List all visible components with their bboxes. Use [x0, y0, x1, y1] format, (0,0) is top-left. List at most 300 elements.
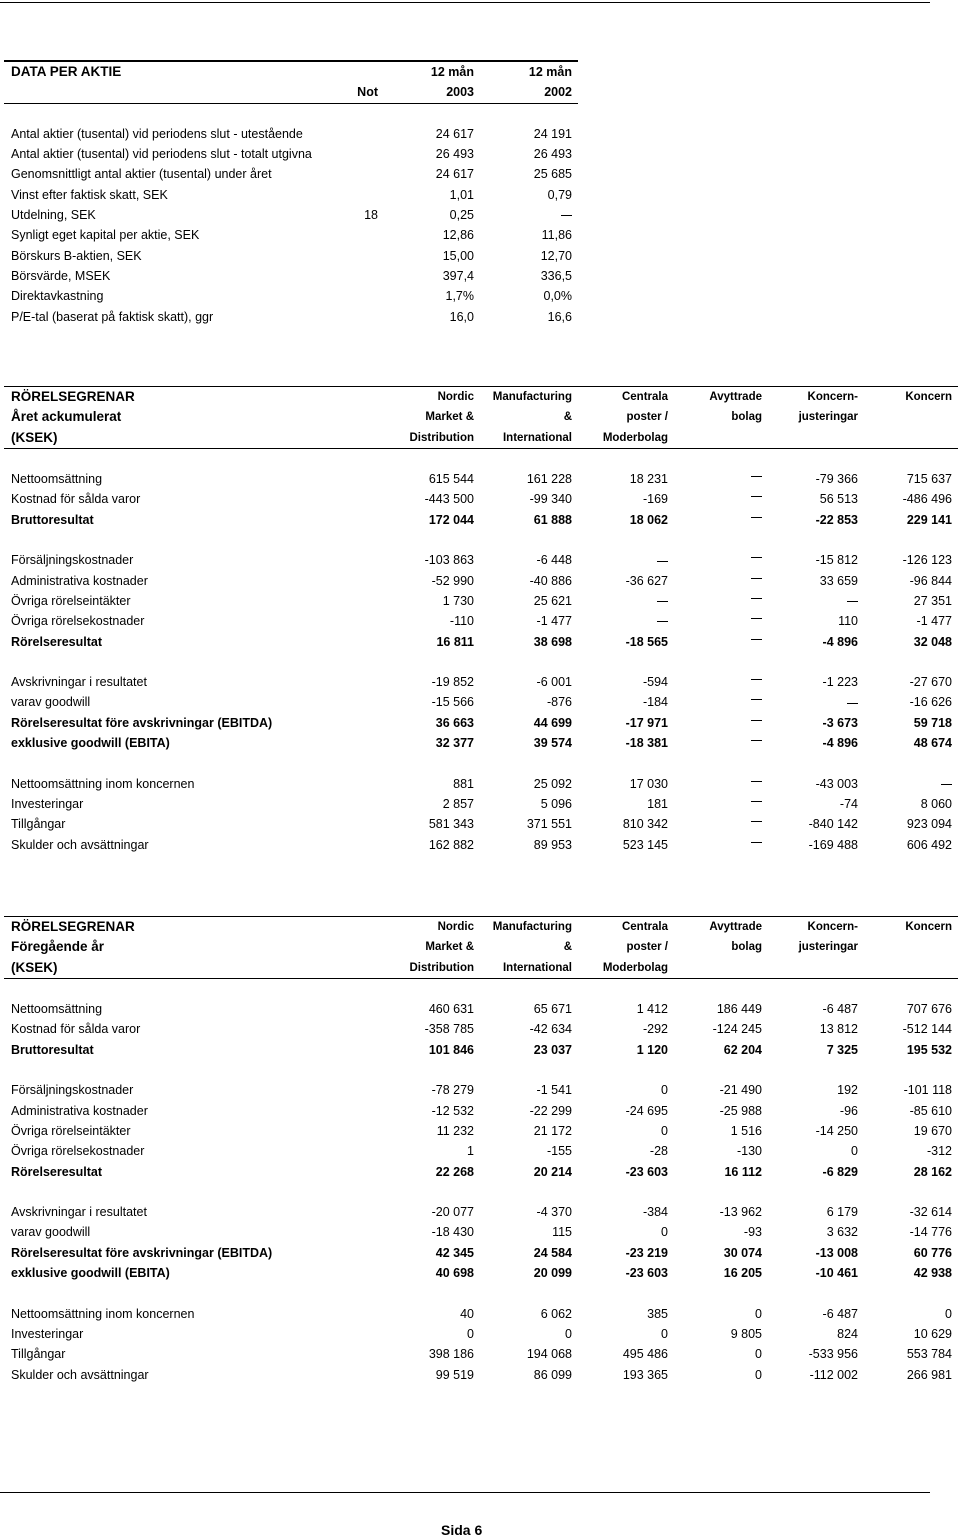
- value-cell: 60 776: [913, 1245, 952, 1260]
- value-cell: 0: [661, 1326, 668, 1341]
- value-cell: -32 614: [909, 1205, 952, 1220]
- period-label-2002: 12 mån: [528, 65, 572, 79]
- value-cell: [674, 510, 762, 530]
- value-2002: 0,79: [547, 187, 572, 202]
- value-cell: -3 673: [822, 715, 858, 730]
- value-cell: 62 204: [723, 1042, 762, 1057]
- table-row: [4, 1243, 958, 1263]
- value-cell: 33 659: [819, 573, 858, 588]
- value-cell: 11 232: [436, 1123, 474, 1138]
- table-row: [4, 205, 578, 225]
- column-header: Moderbolag: [602, 431, 668, 444]
- value-cell: 89 953: [533, 837, 572, 852]
- value-cell: -79 366: [815, 472, 858, 487]
- dash-mark: [751, 801, 762, 802]
- value-cell: 0: [661, 1083, 668, 1098]
- value-cell: -876: [546, 695, 572, 710]
- value-cell: [674, 571, 762, 591]
- value-cell: -110: [449, 614, 474, 629]
- value-cell: 495 486: [622, 1347, 668, 1362]
- table-row: [4, 124, 578, 144]
- value-cell: 0: [661, 1225, 668, 1240]
- column-header: Manufacturing: [492, 921, 572, 933]
- dash-mark: [657, 561, 668, 562]
- value-cell: 0: [755, 1347, 762, 1362]
- value-cell: 161 228: [526, 472, 572, 487]
- value-cell: 59 718: [913, 715, 952, 730]
- value-cell: -358 785: [424, 1022, 474, 1037]
- row-label: Nettoomsättning inom koncernen: [11, 776, 195, 791]
- value-cell: -103 863: [424, 553, 474, 568]
- year-row: [4, 82, 578, 102]
- value-cell: 172 044: [428, 512, 474, 527]
- row-label: Antal aktier (tusental) vid periodens slut - utestående: [11, 126, 303, 141]
- value-cell: [674, 692, 762, 712]
- value-2003: 12,86: [442, 228, 474, 243]
- group-spacer: [4, 449, 958, 469]
- table-row: [4, 1019, 958, 1039]
- row-label: Direktavkastning: [11, 289, 104, 304]
- table-row: [4, 144, 578, 164]
- group-spacer: [4, 530, 958, 550]
- value-cell: -533 956: [808, 1347, 858, 1362]
- group-spacer: [4, 753, 958, 773]
- group-spacer: [4, 652, 958, 672]
- table-row: [4, 469, 958, 489]
- value-cell: 195 532: [906, 1042, 952, 1057]
- value-cell: 38 698: [533, 634, 572, 649]
- table-row: [4, 1101, 958, 1121]
- row-label: Skulder och avsättningar: [11, 1367, 149, 1382]
- header-row: [4, 958, 958, 978]
- table-row: [4, 611, 958, 631]
- value-cell: -124 245: [712, 1022, 762, 1037]
- value-cell: -16 626: [909, 695, 952, 710]
- value-cell: 553 784: [906, 1347, 952, 1362]
- row-label: Börskurs B-aktien, SEK: [11, 248, 142, 263]
- value-cell: 32 048: [913, 634, 952, 649]
- segment-table-current-year: [4, 386, 958, 855]
- column-header: Avyttrade: [709, 921, 762, 933]
- table-row: [4, 225, 578, 245]
- header-unit: (KSEK): [11, 429, 58, 445]
- value-cell: 371 551: [526, 817, 572, 832]
- value-cell: -42 634: [529, 1022, 572, 1037]
- value-2002: 26 493: [533, 147, 572, 162]
- row-label: Skulder och avsättningar: [11, 837, 149, 852]
- value-cell: 42 938: [913, 1266, 952, 1281]
- row-label: Rörelseresultat: [11, 634, 103, 649]
- table-row: [4, 550, 958, 570]
- table-row: [4, 1141, 958, 1161]
- dash-mark: [751, 821, 762, 822]
- value-cell: -130: [736, 1144, 762, 1159]
- column-header: International: [502, 961, 572, 974]
- value-cell: 25 092: [533, 776, 572, 791]
- value-cell: 824: [837, 1326, 858, 1341]
- value-cell: 0: [755, 1367, 762, 1382]
- value-cell: -23 219: [625, 1245, 668, 1260]
- column-header: &: [563, 411, 572, 424]
- column-header: Avyttrade: [709, 391, 762, 403]
- value-cell: -25 988: [719, 1103, 762, 1118]
- value-cell: 110: [838, 614, 858, 629]
- dash-mark: [751, 639, 762, 640]
- period-label-2003: 12 mån: [430, 65, 474, 79]
- value-cell: 18 231: [629, 472, 668, 487]
- dash-mark: [751, 699, 762, 700]
- value-cell: 28 162: [913, 1164, 952, 1179]
- value-cell: -443 500: [424, 492, 474, 507]
- value-cell: -96: [839, 1103, 858, 1118]
- value-cell: 192: [837, 1083, 858, 1098]
- column-header: justeringar: [798, 941, 858, 954]
- column-header: Koncern-: [807, 921, 858, 933]
- table-row: [4, 672, 958, 692]
- table-row: [4, 510, 958, 530]
- group-spacer: [4, 1182, 958, 1202]
- table-row: [4, 1202, 958, 1222]
- column-header: Koncern-: [807, 391, 858, 403]
- value-cell: 581 343: [428, 817, 474, 832]
- value-cell: -6 001: [536, 675, 572, 690]
- row-label: exklusive goodwill (EBITA): [11, 1266, 170, 1281]
- value-cell: 20 099: [533, 1266, 572, 1281]
- header-row: [4, 917, 958, 937]
- value-cell: 881: [453, 776, 474, 791]
- value-cell: -22 299: [529, 1103, 572, 1118]
- value-cell: 40: [460, 1306, 474, 1321]
- dash-mark: [847, 703, 858, 704]
- value-cell: 0: [945, 1306, 952, 1321]
- value-cell: 18 062: [629, 512, 668, 527]
- header-row: [4, 62, 578, 82]
- value-cell: [768, 591, 858, 611]
- table-row: [4, 692, 958, 712]
- year-2003: 2003: [446, 85, 474, 100]
- value-cell: -169 488: [808, 837, 858, 852]
- row-label: Avskrivningar i resultatet: [11, 1205, 147, 1220]
- value-2002: 25 685: [533, 167, 572, 182]
- value-cell: [578, 591, 668, 611]
- value-cell: 13 812: [819, 1022, 858, 1037]
- value-cell: [578, 550, 668, 570]
- dash-mark: [941, 784, 952, 785]
- value-cell: 6 179: [826, 1205, 858, 1220]
- value-cell: 86 099: [533, 1367, 572, 1382]
- value-cell: [674, 794, 762, 814]
- value-cell: [578, 611, 668, 631]
- row-label: Övriga rörelsekostnader: [11, 614, 145, 629]
- value-2003: 16,0: [449, 309, 474, 324]
- row-label: Avskrivningar i resultatet: [11, 675, 147, 690]
- header-row: [4, 428, 958, 448]
- value-cell: -15 566: [431, 695, 474, 710]
- group-spacer: [4, 1060, 958, 1080]
- column-header: Manufacturing: [492, 391, 572, 403]
- value-cell: -18 381: [625, 736, 668, 751]
- value-cell: 44 699: [533, 715, 572, 730]
- value-cell: 523 145: [622, 837, 668, 852]
- row-label: Synligt eget kapital per aktie, SEK: [11, 228, 200, 243]
- value-2003: 0,25: [449, 208, 474, 223]
- value-cell: -22 853: [815, 512, 858, 527]
- value-cell: -17 971: [625, 715, 668, 730]
- value-cell: 1 516: [730, 1123, 762, 1138]
- value-cell: -4 896: [822, 634, 858, 649]
- value-cell: -6 487: [822, 1002, 858, 1017]
- header-title: RÖRELSEGRENAR: [11, 919, 135, 934]
- value-cell: 1 730: [442, 593, 474, 608]
- value-cell: 6 062: [540, 1306, 572, 1321]
- value-cell: 162 882: [428, 837, 474, 852]
- value-cell: 42 345: [435, 1245, 474, 1260]
- value-cell: -78 279: [431, 1083, 474, 1098]
- row-label: Övriga rörelseintäkter: [11, 593, 131, 608]
- value-cell: -1 223: [822, 675, 858, 690]
- value-cell: -1 477: [536, 614, 572, 629]
- value-2003: 24 617: [435, 126, 474, 141]
- value-cell: -101 118: [903, 1083, 952, 1098]
- value-cell: -18 565: [625, 634, 668, 649]
- value-cell: -20 077: [431, 1205, 474, 1220]
- value-cell: 7 325: [826, 1042, 858, 1057]
- table-row: [4, 185, 578, 205]
- value-cell: 181: [647, 796, 668, 811]
- value-cell: [674, 672, 762, 692]
- value-cell: 923 094: [906, 817, 952, 832]
- table-row: [4, 1304, 958, 1324]
- value-cell: -36 627: [625, 573, 668, 588]
- value-2002: 12,70: [540, 248, 572, 263]
- table-row: [4, 733, 958, 753]
- row-label: Tillgångar: [11, 1347, 66, 1362]
- row-label: Övriga rörelsekostnader: [11, 1144, 145, 1159]
- dash-mark: [751, 679, 762, 680]
- value-cell: 115: [552, 1225, 572, 1240]
- value-cell: 0: [565, 1326, 572, 1341]
- dash-mark: [847, 601, 858, 602]
- value-cell: [674, 713, 762, 733]
- dash-mark: [657, 621, 668, 622]
- value-2003: 15,00: [442, 248, 474, 263]
- value-cell: 30 074: [723, 1245, 762, 1260]
- column-header: Market &: [425, 941, 474, 954]
- note-ref: 18: [364, 208, 378, 223]
- value-cell: 194 068: [526, 1347, 572, 1362]
- value-cell: -23 603: [625, 1164, 668, 1179]
- page-number: Sida 6: [441, 1522, 483, 1538]
- value-cell: 20 214: [533, 1164, 572, 1179]
- value-cell: 27 351: [913, 593, 952, 608]
- table-row: [4, 164, 578, 184]
- value-cell: 17 030: [629, 776, 668, 791]
- group-spacer: [4, 1283, 958, 1303]
- column-header: Moderbolag: [602, 961, 668, 974]
- column-header: Distribution: [409, 961, 474, 974]
- value-cell: 1 120: [636, 1042, 668, 1057]
- table-row: [4, 1040, 958, 1060]
- value-cell: 606 492: [906, 837, 952, 852]
- value-cell: 16 112: [724, 1164, 762, 1179]
- value-cell: 0: [851, 1144, 858, 1159]
- value-cell: -10 461: [815, 1266, 858, 1281]
- table-row: [4, 794, 958, 814]
- table-row: [4, 266, 578, 286]
- value-cell: 1 412: [636, 1002, 668, 1017]
- value-cell: 5 096: [540, 796, 572, 811]
- table-row: [4, 571, 958, 591]
- dash-mark: [751, 618, 762, 619]
- value-cell: -6 829: [822, 1164, 858, 1179]
- value-cell: 16 811: [436, 634, 474, 649]
- table-row: [4, 999, 958, 1019]
- value-cell: -21 490: [719, 1083, 762, 1098]
- value-cell: -14 776: [909, 1225, 952, 1240]
- value-cell: -126 123: [902, 553, 952, 568]
- value-cell: 16 205: [723, 1266, 762, 1281]
- column-header: Centrala: [621, 921, 668, 933]
- table-row: [4, 835, 958, 855]
- value-cell: 61 888: [533, 512, 572, 527]
- value-cell: 32 377: [435, 736, 474, 751]
- value-cell: 229 141: [906, 512, 952, 527]
- value-cell: 810 342: [622, 817, 668, 832]
- column-header: Koncern: [905, 391, 952, 403]
- dash-mark: [561, 215, 572, 216]
- dash-mark: [751, 476, 762, 477]
- header-row: [4, 937, 958, 957]
- row-label: Utdelning, SEK: [11, 208, 96, 223]
- table-row: [4, 713, 958, 733]
- row-label: Administrativa kostnader: [11, 1103, 148, 1118]
- value-cell: -594: [642, 675, 668, 690]
- column-header: Koncern: [905, 921, 952, 933]
- value-cell: 48 674: [913, 736, 952, 751]
- header-title: RÖRELSEGRENAR: [11, 389, 135, 404]
- row-label: varav goodwill: [11, 1225, 91, 1240]
- row-label: Rörelseresultat: [11, 1164, 103, 1179]
- row-label: Investeringar: [11, 796, 84, 811]
- value-cell: 36 663: [435, 715, 474, 730]
- dash-mark: [751, 496, 762, 497]
- value-cell: -312: [926, 1144, 952, 1159]
- value-cell: 385: [647, 1306, 668, 1321]
- value-cell: -112 002: [809, 1367, 858, 1382]
- column-header: Nordic: [437, 921, 474, 933]
- value-cell: -184: [642, 695, 668, 710]
- value-cell: -18 430: [431, 1225, 474, 1240]
- row-label: Börsvärde, MSEK: [11, 268, 111, 283]
- value-2002: 24 191: [533, 126, 572, 141]
- value-cell: 398 186: [428, 1347, 474, 1362]
- value-cell: -1 541: [536, 1083, 572, 1098]
- value-cell: 1: [467, 1144, 474, 1159]
- row-label: Rörelseresultat före avskrivningar (EBITDA): [11, 715, 273, 730]
- value-cell: -23 603: [625, 1266, 668, 1281]
- value-cell: 193 365: [622, 1367, 668, 1382]
- value-cell: -43 003: [815, 776, 858, 791]
- value-cell: -512 144: [902, 1022, 952, 1037]
- column-header: poster /: [626, 941, 668, 954]
- row-label: Kostnad för sålda varor: [11, 1022, 141, 1037]
- dash-mark: [751, 578, 762, 579]
- value-cell: 186 449: [716, 1002, 762, 1017]
- column-header: International: [502, 431, 572, 444]
- value-cell: 65 671: [533, 1002, 572, 1017]
- not-header: Not: [357, 85, 378, 100]
- value-2003: 1,7%: [445, 289, 474, 304]
- column-header: justeringar: [798, 411, 858, 424]
- value-cell: 715 637: [906, 472, 952, 487]
- column-header: Market &: [425, 411, 474, 424]
- value-2003: 26 493: [435, 147, 474, 162]
- value-cell: 23 037: [533, 1042, 572, 1057]
- group-spacer: [4, 979, 958, 999]
- column-header: &: [563, 941, 572, 954]
- value-cell: 0: [755, 1306, 762, 1321]
- value-cell: 3 632: [826, 1225, 858, 1240]
- table-row: [4, 307, 578, 327]
- table-title: DATA PER AKTIE: [11, 64, 122, 79]
- data-per-aktie-table: [4, 60, 578, 327]
- value-cell: -24 695: [625, 1103, 668, 1118]
- value-cell: -840 142: [808, 817, 858, 832]
- dash-mark: [751, 720, 762, 721]
- row-label: Bruttoresultat: [11, 512, 94, 527]
- value-cell: 101 846: [428, 1042, 474, 1057]
- value-cell: 25 621: [533, 593, 572, 608]
- value-cell: 19 670: [913, 1123, 952, 1138]
- value-cell: [862, 774, 952, 794]
- row-label: Nettoomsättning inom koncernen: [11, 1306, 195, 1321]
- value-cell: 707 676: [906, 1002, 952, 1017]
- value-cell: 22 268: [435, 1164, 474, 1179]
- row-label: exklusive goodwill (EBITA): [11, 736, 170, 751]
- value-cell: -6 448: [536, 553, 572, 568]
- value-cell: 266 981: [906, 1367, 952, 1382]
- value-2003: 397,4: [442, 268, 474, 283]
- value-cell: 460 631: [428, 1002, 474, 1017]
- table-row: [4, 1080, 958, 1100]
- segment-table-previous-year: [4, 916, 958, 1385]
- value-cell: 39 574: [533, 736, 572, 751]
- table-row: [4, 489, 958, 509]
- value-cell: -6 487: [822, 1306, 858, 1321]
- value-cell: -40 886: [529, 573, 572, 588]
- value-cell: -155: [546, 1144, 572, 1159]
- value-cell: [768, 692, 858, 712]
- year-2002: 2002: [544, 85, 572, 100]
- column-header: bolag: [731, 941, 762, 954]
- value-cell: -14 250: [815, 1123, 858, 1138]
- header-subtitle: Föregående år: [11, 939, 105, 955]
- value-cell: -99 340: [529, 492, 572, 507]
- table-row: [4, 1263, 958, 1283]
- value-cell: -384: [642, 1205, 668, 1220]
- value-cell: 9 805: [730, 1326, 762, 1341]
- table-row: [4, 246, 578, 266]
- table-row: [4, 591, 958, 611]
- header-unit: (KSEK): [11, 959, 58, 975]
- value-cell: [674, 591, 762, 611]
- value-cell: 21 172: [533, 1123, 572, 1138]
- table-row: [4, 1222, 958, 1242]
- top-rule: [0, 2, 930, 3]
- value-2002: 336,5: [540, 268, 572, 283]
- row-label: P/E-tal (baserat på faktisk skatt), ggr: [11, 309, 214, 324]
- value-cell: -4 896: [822, 736, 858, 751]
